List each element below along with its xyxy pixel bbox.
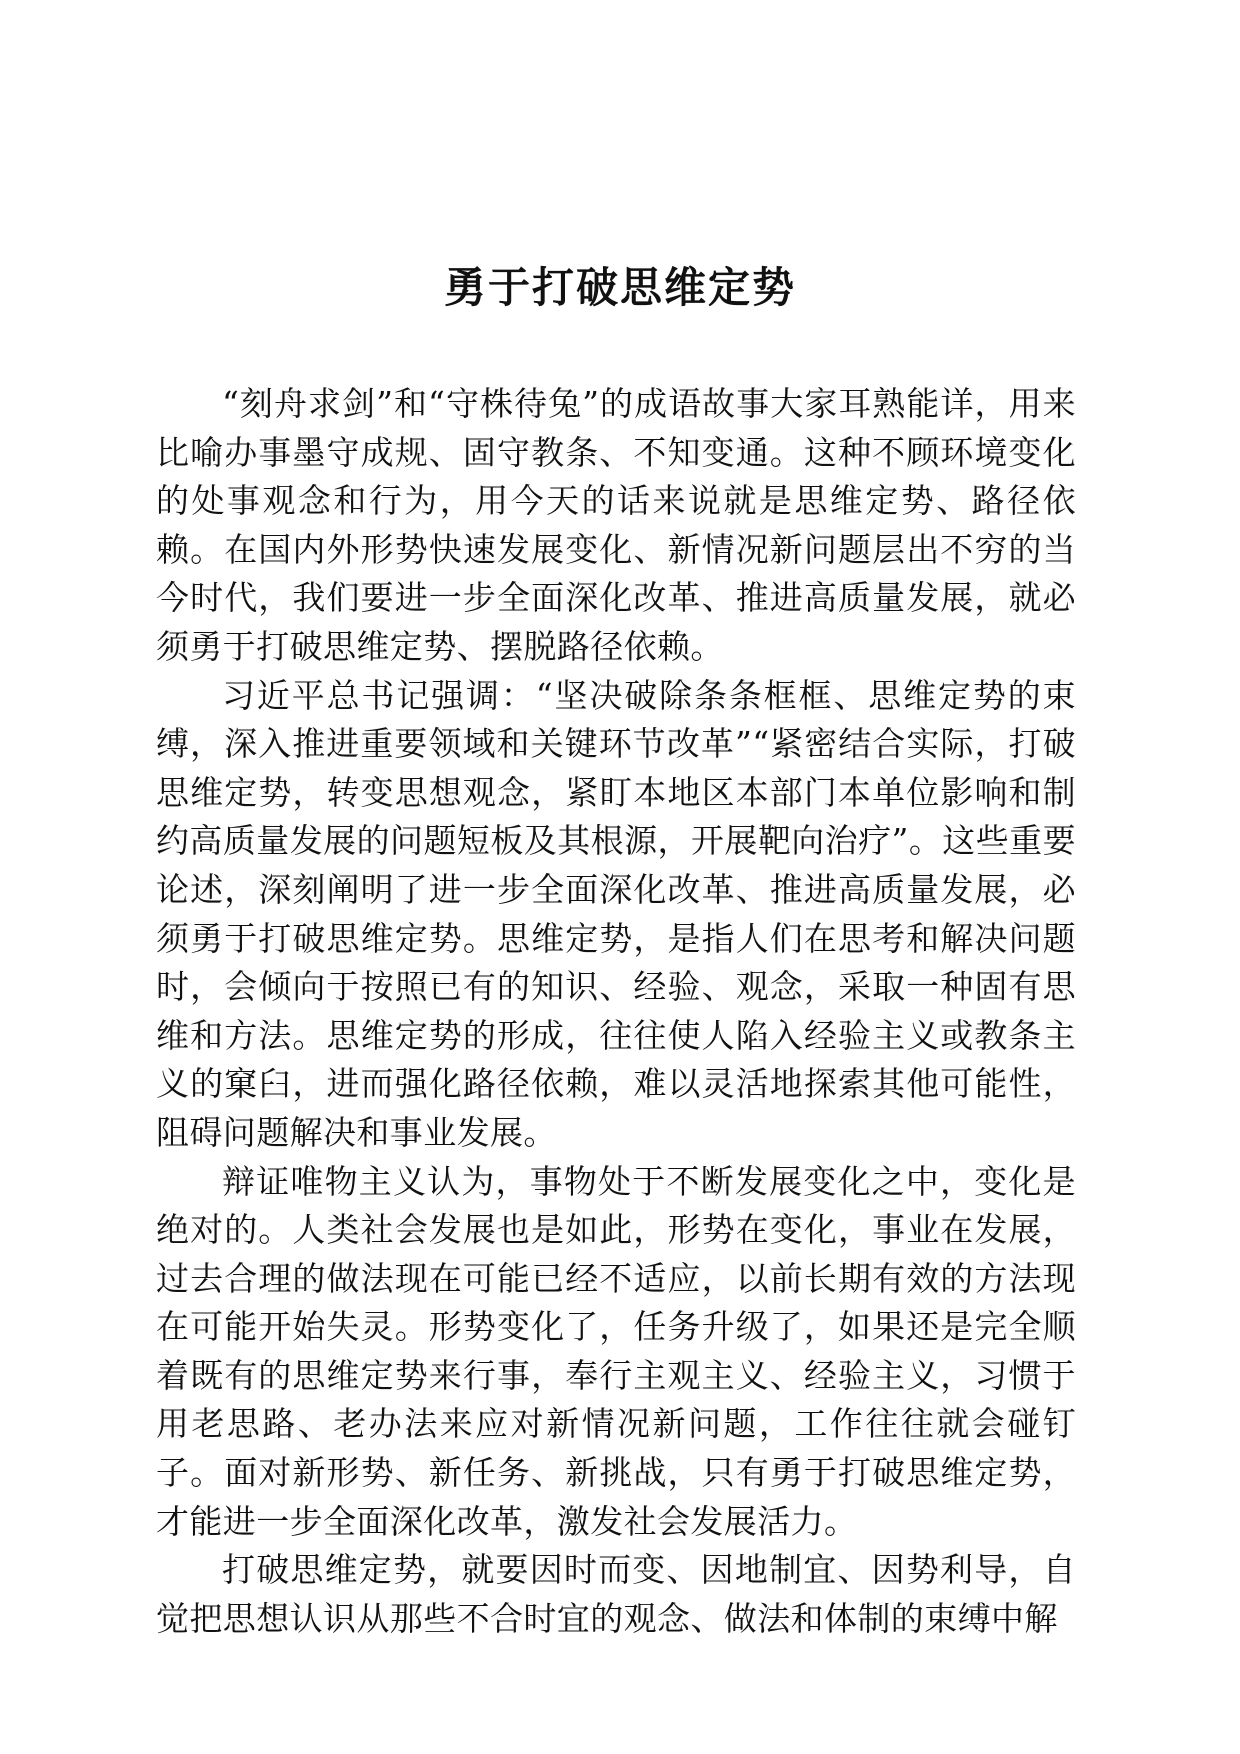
document-title: 勇于打破思维定势 <box>443 263 796 312</box>
paragraph-1: “刻舟求剑”和“守株待兔”的成语故事大家耳熟能详，用来比喻办事墨守成规、固守教条、不知变通。这种不顾环境变化的处事观念和行为，用今天的话来说就是思维定势、路径依赖。在国内外形势快速发展变化、新情况新问题层出不穷的当今时代，我们要进一步全面深化改革、推进高质量发展，就必须勇于打破思维定势、摆脱路径依赖。 <box>156 384 1076 666</box>
paragraph-3: 辩证唯物主义认为，事物处于不断发展变化之中，变化是绝对的。人类社会发展也是如此，形势在变化，事业在发展，过去合理的做法现在可能已经不适应，以前长期有效的方法现在可能开始失灵。形势变化了，任务升级了，如果还是完全顺着既有的思维定势来行事，奉行主观主义、经验主义，习惯于用老思路、老办法来应对新情况新问题，工作往往就会碰钉子。面对新形势、新任务、新挑战，只有勇于打破思维定势，才能进一步全面深化改革，激发社会发展活力。 <box>156 1161 1076 1541</box>
document-body <box>156 380 1076 1643</box>
paragraph-4: 打破思维定势，就要因时而变、因地制宜、因势利导，自觉把思想认识从那些不合时宜的观念、做法和体制的束缚中解 <box>156 1550 1076 1638</box>
paragraph-2: 习近平总书记强调：“坚决破除条条框框、思维定势的束缚，深入推进重要领域和关键环节改革”“紧密结合实际，打破思维定势，转变思想观念，紧盯本地区本部门本单位影响和制约高质量发展的问题短板及其根源，开展靶向治疗”。这些重要论述，深刻阐明了进一步全面深化改革、推进高质量发展，必须勇于打破思维定势。思维定势，是指人们在思考和解决问题时，会倾向于按照已有的知识、经验、观念，采取一种固有思维和方法。思维定势的形成，往往使人陷入经验主义或教条主义的窠臼，进而强化路径依赖，难以灵活地探索其他可能性，阻碍问题解决和事业发展。 <box>156 675 1076 1152</box>
